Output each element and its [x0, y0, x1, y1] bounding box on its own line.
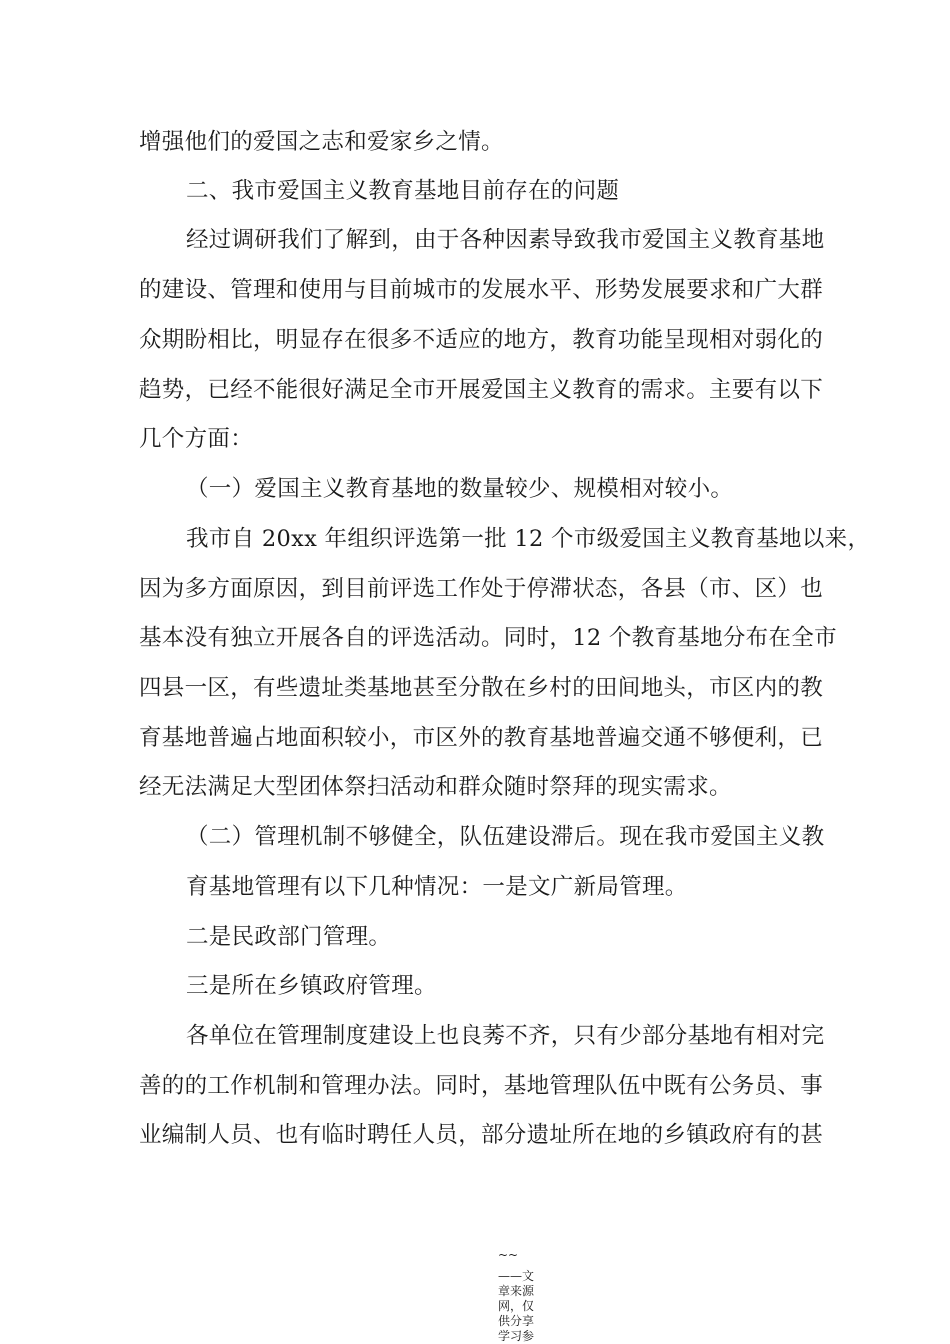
body-line: 各单位在管理制度建设上也良莠不齐，只有少部分基地有相对完: [186, 1023, 825, 1049]
footer-line: ~~: [498, 1248, 519, 1262]
body-line: 经过调研我们了解到，由于各种因素导致我市爱国主义教育基地: [186, 227, 825, 253]
footer-line: 学习参: [498, 1329, 535, 1343]
body-line: 四县一区，有些遗址类基地甚至分散在乡村的田间地头，市区内的教: [139, 675, 824, 701]
section-heading: 二、我市爱国主义教育基地目前存在的问题: [186, 178, 620, 204]
body-line: 因为多方面原因，到目前评选工作处于停滞状态，各县（市、区）也: [139, 576, 824, 602]
body-line: 三是所在乡镇政府管理。: [186, 973, 437, 999]
footer-line: 网，仅: [498, 1299, 535, 1313]
body-line: 趋势，已经不能很好满足全市开展爱国主义教育的需求。主要有以下: [139, 377, 824, 403]
subsection-heading: （二）管理机制不够健全，队伍建设滞后。现在我市爱国主义教: [186, 824, 825, 850]
body-line: 基本没有独立开展各自的评选活动。同时，12 个教育基地分布在全市: [139, 625, 837, 651]
body-line: 二是民政部门管理。: [186, 924, 392, 950]
body-line: 我市自 20xx 年组织评选第一批 12 个市级爱国主义教育基地以来，: [186, 526, 871, 552]
body-line: 的建设、管理和使用与目前城市的发展水平、形势发展要求和广大群: [139, 277, 824, 303]
footer-line: ——文: [498, 1269, 535, 1283]
body-line: 育基地普遍占地面积较小，市区外的教育基地普遍交通不够便利，已: [139, 725, 824, 751]
body-line: 增强他们的爱国之志和爱家乡之情。: [139, 129, 504, 155]
body-line: 善的的工作机制和管理办法。同时，基地管理队伍中既有公务员、事: [139, 1073, 824, 1099]
body-line: 育基地管理有以下几种情况：一是文广新局管理。: [186, 874, 688, 900]
body-line: 业编制人员、也有临时聘任人员，部分遗址所在地的乡镇政府有的甚: [139, 1122, 824, 1148]
body-line: 几个方面：: [139, 426, 254, 452]
body-line: 众期盼相比，明显存在很多不适应的地方，教育功能呈现相对弱化的: [139, 327, 824, 353]
subsection-heading: （一）爱国主义教育基地的数量较少、规模相对较小。: [186, 476, 734, 502]
footer-line: 供分享: [498, 1314, 535, 1328]
body-line: 经无法满足大型团体祭扫活动和群众随时祭拜的现实需求。: [139, 774, 732, 800]
footer-line: 章来源: [498, 1284, 535, 1298]
